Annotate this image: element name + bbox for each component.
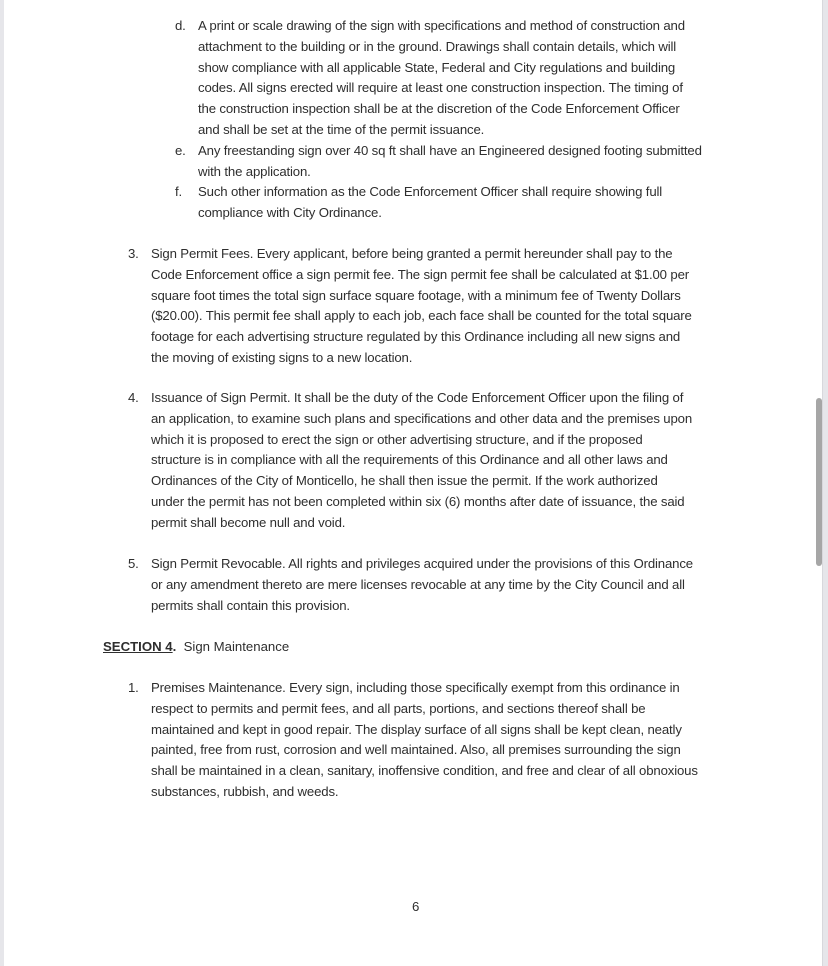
text-line: permit shall become null and void.	[151, 514, 346, 530]
list-item-text	[151, 678, 741, 803]
list-marker: d.	[175, 18, 186, 33]
text-line: shall be maintained in a clean, sanitary, inoffensive condition, and free and clear of all obnoxious	[151, 763, 698, 779]
text-line: codes. All signs erected will require at least one construction inspection. The timing of	[198, 80, 683, 96]
text-line: an application, to examine such plans and specifications and other data and the premises upon	[151, 410, 693, 426]
list-marker: 1.	[128, 680, 139, 695]
list-marker: 4.	[128, 390, 139, 405]
list-marker: e.	[175, 143, 186, 158]
text-line: the moving of existing signs to a new location.	[151, 349, 413, 365]
text-line: with the application.	[198, 163, 311, 179]
text-line: under the permit has not been completed within six (6) months after date of issuance, the said	[151, 493, 685, 509]
section-4-heading	[103, 637, 289, 658]
text-line: permits shall contain this provision.	[151, 597, 350, 613]
text-line: Code Enforcement office a sign permit fee. The sign permit fee shall be calculated at $1.00 per	[151, 266, 689, 282]
text-line: ($20.00). This permit fee shall apply to each job, each face shall be counted for the total square	[151, 308, 692, 324]
text-line: A print or scale drawing of the sign with specifications and method of construction and	[198, 18, 685, 33]
list-marker: f.	[175, 184, 183, 199]
text-line: compliance with City Ordinance.	[198, 204, 382, 220]
text-line: square foot times the total sign surface square footage, with a minimum fee of Twenty Dollars	[151, 287, 681, 303]
vertical-scrollbar-thumb[interactable]	[816, 398, 822, 566]
text-line: maintained and kept in good repair. The display surface of all signs shall be kept clean, neatly	[151, 721, 682, 737]
list-item-text	[151, 244, 741, 369]
text-line: and shall be set at the time of the permit issuance.	[198, 121, 485, 137]
text-line: substances, rubbish, and weeds.	[151, 783, 339, 799]
document-page	[4, 0, 823, 966]
text-line: show compliance with all applicable State, Federal and City regulations and building	[198, 59, 676, 75]
list-item-text	[151, 388, 741, 534]
text-line: Issuance of Sign Permit. It shall be the duty of the Code Enforcement Officer upon the filing of	[151, 390, 684, 405]
text-line: Sign Permit Fees. Every applicant, before being granted a permit hereunder shall pay to the	[151, 246, 673, 261]
text-line: Ordinances of the City of Monticello, he shall then issue the permit. If the work authorized	[151, 473, 658, 489]
text-line: the construction inspection shall be at the discretion of the Code Enforcement Officer	[198, 101, 680, 117]
section-label-dot: .	[172, 639, 177, 654]
list-marker: 3.	[128, 246, 139, 261]
text-line: respect to permits and permit fees, and all parts, portions, and sections thereof shall be	[151, 700, 646, 716]
viewer-right-edge	[822, 0, 828, 966]
text-line: Any freestanding sign over 40 sq ft shall have an Engineered designed footing submitted	[198, 143, 702, 158]
page-number: 6	[412, 899, 420, 914]
text-line: painted, free from rust, corrosion and well maintained. Also, all premises surrounding the sign	[151, 742, 681, 758]
text-line: attachment to the building or in the ground. Drawings shall contain details, which will	[198, 38, 677, 54]
list-marker: 5.	[128, 556, 139, 571]
section-label: SECTION 4	[103, 639, 173, 654]
list-item-text	[198, 141, 738, 183]
text-line: which it is proposed to erect the sign or other advertising structure, and if the proposed	[151, 431, 643, 447]
text-line: Sign Permit Revocable. All rights and privileges acquired under the provisions of this Ordinance	[151, 556, 693, 571]
list-item-text	[198, 16, 738, 141]
section-title: Sign Maintenance	[176, 639, 290, 654]
list-item-text	[151, 554, 741, 616]
text-line: or any amendment thereto are mere licenses revocable at any time by the City Council and all	[151, 576, 685, 592]
list-item-text	[198, 182, 738, 224]
text-line: Such other information as the Code Enforcement Officer shall require showing full	[198, 184, 663, 199]
text-line: Premises Maintenance. Every sign, including those specifically exempt from this ordinance in	[151, 680, 680, 695]
text-line: footage for each advertising structure regulated by this Ordinance including all new signs and	[151, 329, 681, 345]
text-line: structure is in compliance with all the requirements of this Ordinance and all other laws and	[151, 452, 668, 468]
